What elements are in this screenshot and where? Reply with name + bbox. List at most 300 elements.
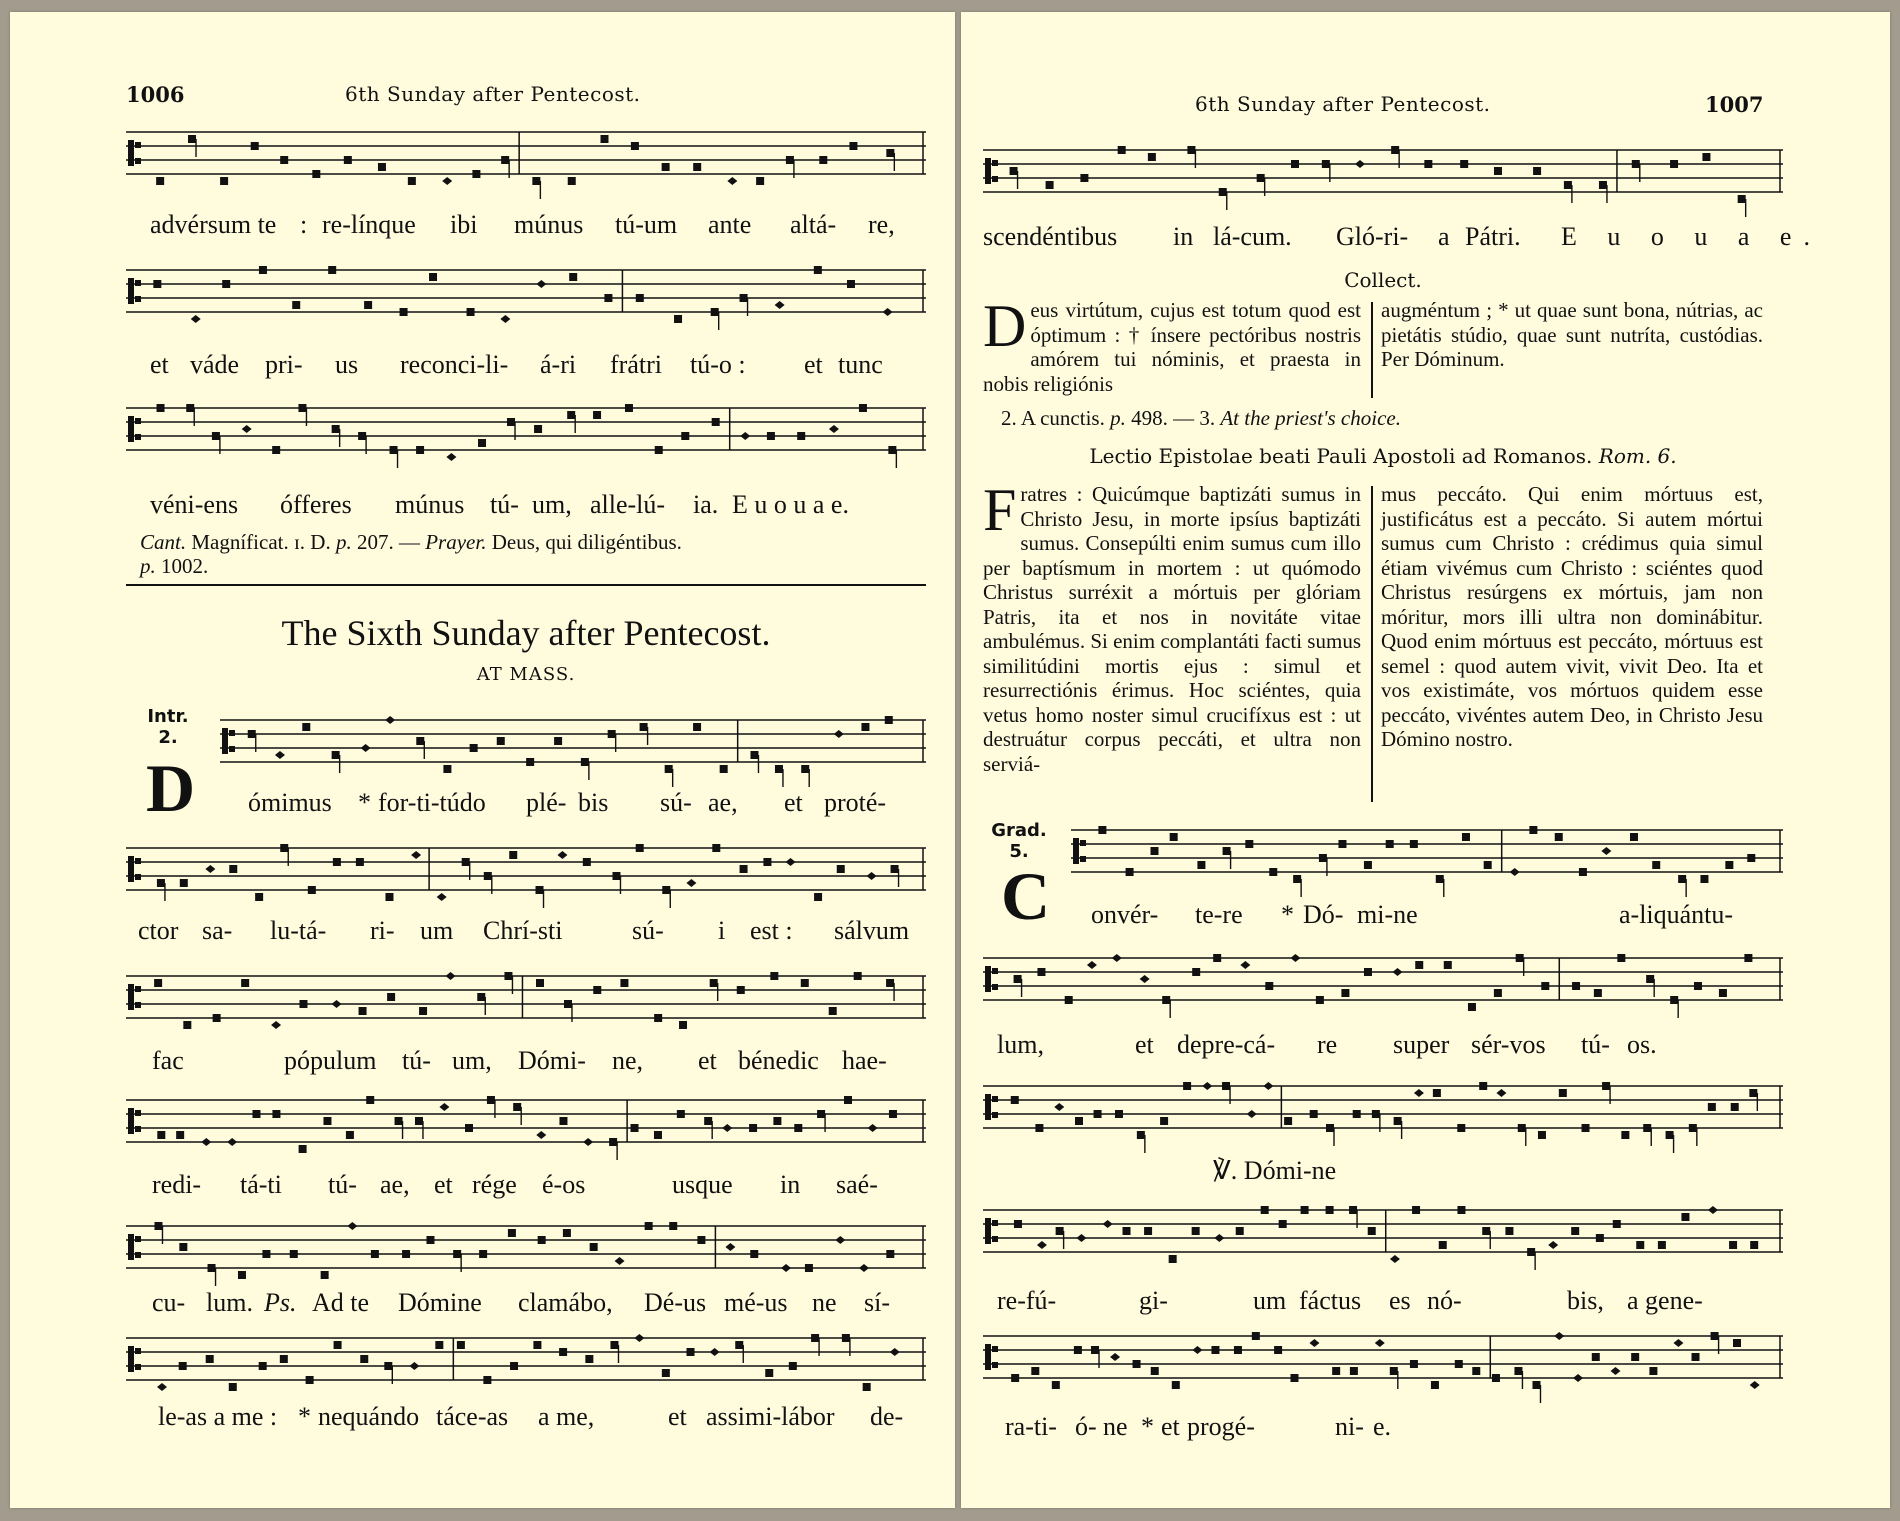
lyric-syllable: tú-o :: [690, 350, 746, 379]
neume: [1510, 868, 1520, 876]
neume: [1564, 181, 1572, 189]
lyric-syllable: re,: [868, 210, 895, 239]
lyric-syllable: sér-vos: [1471, 1030, 1546, 1059]
neume: [1160, 1117, 1168, 1125]
neume: [435, 1341, 443, 1349]
chant-staff: [126, 840, 926, 916]
neume: [1284, 1117, 1292, 1125]
neume: [538, 1236, 546, 1244]
neume: [1617, 954, 1625, 962]
neume: [470, 744, 478, 752]
lyric-syllable: ctor: [138, 916, 179, 945]
neume: [786, 858, 796, 866]
staff-svg: [126, 1330, 926, 1406]
left-page: [10, 12, 955, 1508]
neume: [251, 142, 259, 150]
neume: [1170, 833, 1178, 841]
neume: [385, 716, 395, 724]
neume: [299, 1000, 307, 1008]
neume: [186, 404, 194, 412]
chant-staff: [983, 1328, 1783, 1404]
neume: [600, 135, 608, 143]
neume: [443, 765, 451, 773]
lyric-syllable: depre-cá-: [1177, 1030, 1276, 1059]
lyric-syllable: um,: [452, 1046, 492, 1075]
neume: [811, 1334, 819, 1342]
neume: [814, 893, 822, 901]
lyric-syllable: tú-: [490, 490, 519, 519]
neume: [1518, 1124, 1526, 1132]
neume: [569, 273, 577, 281]
neume: [1681, 1213, 1689, 1221]
clef-mark: [135, 296, 141, 302]
neume: [1031, 1367, 1039, 1375]
staff-svg: [126, 124, 926, 200]
neume: [229, 1383, 237, 1391]
neume: [1372, 1110, 1380, 1118]
lyric-syllable: altá-: [790, 210, 837, 239]
neume: [654, 1131, 662, 1139]
lyric-syllable: pópulum: [284, 1046, 377, 1075]
lyric-syllable: E u o u a e.: [732, 490, 849, 519]
neume: [1290, 1374, 1298, 1382]
lyric-syllable: *: [1281, 900, 1294, 929]
lyric-syllable: i: [718, 916, 726, 945]
neume: [781, 1264, 791, 1272]
neume: [1353, 1110, 1361, 1118]
neume: [387, 993, 395, 1001]
running-title: 6th Sunday after Pentecost.: [1195, 92, 1491, 116]
staff-svg: [126, 400, 926, 476]
neume: [191, 315, 201, 323]
neume: [1505, 1227, 1513, 1235]
neume: [1496, 1089, 1506, 1097]
neume: [817, 1110, 825, 1118]
lyric-syllable: fáctus: [1299, 1286, 1362, 1315]
neume: [844, 1096, 852, 1104]
neume: [483, 1376, 491, 1384]
lyric-syllable: sú-: [660, 788, 692, 817]
lyric-syllable: et: [1161, 1412, 1180, 1441]
neume: [1037, 1241, 1047, 1249]
neume: [1192, 1346, 1202, 1354]
neume: [712, 418, 720, 426]
lyric-syllable: Chrí-sti: [483, 916, 563, 945]
lyric-syllable: assimi-lábor: [706, 1402, 835, 1431]
neume: [704, 1117, 712, 1125]
neume: [620, 979, 628, 987]
neume: [889, 1110, 897, 1118]
neume: [1094, 1110, 1102, 1118]
neume: [1091, 1346, 1099, 1354]
neume: [212, 432, 220, 440]
neume: [1355, 160, 1365, 168]
lyric-syllable: ne: [812, 1288, 837, 1317]
neume: [252, 1110, 260, 1118]
neume: [222, 280, 230, 288]
lyric-syllable: um: [420, 916, 454, 945]
neume: [509, 851, 517, 859]
neume: [290, 1250, 298, 1258]
neume: [1594, 989, 1602, 997]
neume: [636, 294, 644, 302]
neume: [1213, 954, 1221, 962]
neume: [886, 979, 894, 987]
neume: [693, 163, 701, 171]
neume: [1364, 861, 1372, 869]
neume: [1455, 1360, 1463, 1368]
neume: [1527, 1248, 1535, 1256]
clef-mark: [135, 858, 141, 864]
neume: [153, 280, 161, 288]
clef-mark: [135, 1002, 141, 1008]
neume: [356, 858, 364, 866]
lyric-syllable: advérsum te: [150, 210, 277, 239]
neume: [886, 149, 894, 157]
clef-mark: [135, 986, 141, 992]
neume: [536, 280, 546, 288]
neume: [1087, 961, 1097, 969]
lyric-syllable: in: [780, 1170, 801, 1199]
collect-text-col2: augméntum ; * ut quae sunt bona, nútrias, ac pietátis stúdio, quae sunt nutríta, custódias. Per Dóminum.: [1381, 298, 1763, 371]
neume: [583, 1138, 593, 1146]
neume: [563, 1229, 571, 1237]
neume: [334, 1341, 342, 1349]
neume: [437, 893, 447, 901]
neume: [467, 308, 475, 316]
neume: [640, 723, 648, 731]
neume: [786, 156, 794, 164]
neume: [886, 1250, 894, 1258]
neume: [255, 893, 263, 901]
neume: [1140, 975, 1150, 983]
lyric-syllable: scendéntibus: [983, 222, 1118, 251]
neume: [1172, 1381, 1180, 1389]
neume: [1533, 167, 1541, 175]
lyric-syllable: super: [1393, 1030, 1450, 1059]
lyric-syllable: et: [1135, 1030, 1154, 1059]
lyric-syllable: re-fú-: [997, 1286, 1057, 1315]
lyric-syllable: a: [1438, 222, 1450, 251]
gradual-initial: C: [1001, 858, 1051, 934]
neume: [332, 751, 340, 759]
neume: [534, 425, 542, 433]
lyric-syllable: Ad te: [312, 1288, 370, 1317]
neume: [1572, 982, 1580, 990]
staff-svg: [126, 262, 926, 338]
neume: [1643, 1124, 1651, 1132]
neume: [157, 1131, 165, 1139]
lyric-syllable: hae-: [842, 1046, 887, 1075]
neume: [1678, 875, 1686, 883]
neume: [1245, 840, 1253, 848]
clef-mark: [128, 984, 134, 1010]
neume: [1541, 982, 1549, 990]
neume: [457, 1341, 465, 1349]
lyric-syllable: et: [784, 788, 803, 817]
lyric-syllable: Dómi-: [518, 1046, 586, 1075]
clef-mark: [985, 1344, 991, 1370]
neume: [1602, 1082, 1610, 1090]
lyric-syllable: ófferes: [280, 490, 352, 519]
neume: [1689, 1124, 1697, 1132]
neume: [750, 1250, 758, 1258]
lyric-syllable: a gene-: [1627, 1286, 1703, 1315]
lyric-syllable: a-liquántu-: [1619, 900, 1734, 929]
neume: [1601, 847, 1611, 855]
lyric-syllable: reconci-li-: [400, 350, 509, 379]
lyric-syllable: et: [668, 1402, 687, 1431]
neume: [1711, 1332, 1719, 1340]
neume: [801, 765, 809, 773]
clef-mark: [135, 1364, 141, 1370]
neume: [1733, 1339, 1741, 1347]
neume: [867, 872, 877, 880]
neume: [1548, 1241, 1558, 1249]
neume: [1162, 996, 1170, 1004]
neume: [1700, 875, 1708, 883]
neume: [532, 177, 540, 185]
neume: [453, 1250, 461, 1258]
lyric-syllable: rége: [472, 1170, 517, 1199]
clef-mark: [992, 1236, 998, 1242]
neume: [610, 1341, 618, 1349]
neume: [1479, 1082, 1487, 1090]
lyric-syllable: plé-: [526, 788, 567, 817]
neume: [280, 1355, 288, 1363]
neume: [1433, 1089, 1441, 1097]
neume: [645, 1222, 653, 1230]
neume: [1729, 1241, 1737, 1249]
neume: [259, 1362, 267, 1370]
clef-mark: [135, 1252, 141, 1258]
neume: [248, 730, 256, 738]
neume: [1257, 174, 1265, 182]
commemoration-note: 2. A cunctis. p. 498. — 3. At the priest's choice.: [1001, 406, 1401, 430]
lyric-syllable: alle-lú-: [590, 490, 666, 519]
neume: [554, 737, 562, 745]
chant-staff: [983, 1078, 1783, 1154]
neume: [662, 1369, 670, 1377]
neume: [891, 865, 899, 873]
neume: [298, 404, 306, 412]
lyric-syllable: lum,: [997, 1030, 1044, 1059]
lyric-syllable: es: [1389, 1286, 1411, 1315]
clef-mark: [992, 176, 998, 182]
lyric-syllable: for-ti-túdo: [378, 788, 486, 817]
neume: [1738, 195, 1746, 203]
lyric-syllable: múnus: [514, 210, 584, 239]
neume: [1554, 1332, 1564, 1340]
neume: [737, 986, 745, 994]
neume: [427, 1236, 435, 1244]
neume: [429, 273, 437, 281]
lyric-syllable: tú-: [1581, 1030, 1610, 1059]
neume: [1692, 1353, 1700, 1361]
neume: [1011, 1096, 1019, 1104]
neume: [229, 865, 237, 873]
lyric-syllable: clamábo,: [518, 1288, 613, 1317]
chant-staff: [983, 142, 1783, 218]
neume: [1222, 1082, 1230, 1090]
neume: [1394, 1117, 1402, 1125]
page-number: 1007: [1705, 92, 1764, 117]
neume: [1103, 1220, 1113, 1228]
neume: [1670, 996, 1678, 1004]
neume: [1326, 1206, 1334, 1214]
staff-svg: [983, 950, 1783, 1026]
lyric-syllable: re-línque: [322, 210, 416, 239]
neume: [1444, 961, 1452, 969]
neume: [1014, 1220, 1022, 1228]
neume: [1240, 961, 1250, 969]
neume: [1118, 146, 1126, 154]
lyric-syllable: ia.: [693, 490, 719, 519]
neume: [390, 446, 398, 454]
clef-mark: [128, 856, 134, 882]
neume: [536, 886, 544, 894]
lyric-syllable: et: [434, 1170, 453, 1199]
lyric-syllable: et: [698, 1046, 717, 1075]
neume: [157, 404, 165, 412]
lyric-syllable: ℣. Dómi-ne: [1213, 1156, 1337, 1185]
neume: [1529, 826, 1537, 834]
clef-mark: [992, 1220, 998, 1226]
neume: [385, 893, 393, 901]
lyric-syllable: bis: [578, 788, 609, 817]
epistle-text-col2: mus peccáto. Qui enim mórtuus est, justificátus est a peccáto. Si autem mórtui sumus cum Christo : crédimus quia simul étiam vivémus cum Christo : sciéntes quod Christus resúrgens ex mórtuis, jam non móritur, mors illi ultra non dominábitur. Quod enim mórtuus est peccáto, mórtuus est semel : quod autem vivit, vivit Deo. Ita et vos existimáte, vos mórtuos quidem esse peccáto, vivéntes autem Deo, in Christo Jesu Dómino nostro.: [1381, 482, 1763, 751]
neume: [526, 758, 534, 766]
staff-svg: [983, 1202, 1783, 1278]
neume: [1375, 1339, 1385, 1347]
neume: [1290, 954, 1300, 962]
clef-mark: [1080, 840, 1086, 846]
neume: [1386, 840, 1394, 848]
clef-mark: [135, 158, 141, 164]
clef-mark: [135, 1126, 141, 1132]
neume: [154, 979, 162, 987]
neume: [1219, 188, 1227, 196]
lyric-syllable: pri-: [265, 350, 303, 379]
neume: [1390, 1367, 1398, 1375]
neume: [557, 851, 567, 859]
running-title: 6th Sunday after Pentecost.: [345, 82, 641, 106]
neume: [1291, 160, 1299, 168]
lyric-syllable: á-ri: [540, 350, 577, 379]
staff-svg: [983, 142, 1783, 218]
collect-heading: Collect.: [1344, 268, 1422, 292]
neume: [1037, 968, 1045, 976]
neume: [797, 432, 805, 440]
lyric-syllable: proté-: [824, 788, 887, 817]
neume: [1555, 833, 1563, 841]
neume: [510, 1362, 518, 1370]
neume: [416, 737, 424, 745]
clef-mark: [229, 746, 235, 752]
neume: [1080, 174, 1088, 182]
neume: [1457, 1206, 1465, 1214]
neume: [861, 723, 869, 731]
clef-mark: [992, 984, 998, 990]
neume: [416, 446, 424, 454]
introit-label: Intr. 2.: [147, 706, 189, 748]
neume: [302, 723, 310, 731]
neume: [1571, 1227, 1579, 1235]
neume: [1694, 982, 1702, 990]
neume: [1137, 1131, 1145, 1139]
collect-initial: D: [983, 293, 1027, 359]
neume: [308, 886, 316, 894]
neume: [665, 765, 673, 773]
neume: [1341, 989, 1349, 997]
neume: [1144, 1227, 1152, 1235]
clef-mark: [992, 1346, 998, 1352]
lyric-syllable: cu-: [152, 1288, 186, 1317]
lyric-syllable: *: [1141, 1412, 1154, 1441]
chant-staff: [1071, 822, 1783, 898]
neume: [1112, 954, 1122, 962]
neume: [188, 135, 196, 143]
lyric-syllable: nequándo: [318, 1402, 420, 1431]
neume: [208, 1264, 216, 1272]
clef-mark: [992, 160, 998, 166]
lyric-syllable: ne: [1103, 1412, 1128, 1441]
neume: [411, 851, 421, 859]
neume: [1187, 146, 1195, 154]
lyric-syllable: et: [150, 350, 169, 379]
clef-mark: [135, 280, 141, 286]
neume: [712, 844, 720, 852]
neume: [312, 170, 320, 178]
neume: [205, 865, 215, 873]
neume: [1074, 1346, 1082, 1354]
neume: [1110, 1353, 1120, 1361]
clef-mark: [992, 1362, 998, 1368]
lyric-syllable: Dómine: [398, 1288, 482, 1317]
neume: [1646, 975, 1654, 983]
neume: [321, 1271, 329, 1279]
feast-title: The Sixth Sunday after Pentecost.: [281, 613, 771, 653]
neume: [1410, 840, 1418, 848]
neume: [765, 1369, 773, 1377]
neume: [1630, 833, 1638, 841]
lyric-syllable: saé-: [836, 1170, 878, 1199]
lyric-syllable: tá-ti: [240, 1170, 282, 1199]
lyric-syllable: re: [1317, 1030, 1338, 1059]
neume: [842, 1334, 850, 1342]
neume: [332, 1000, 342, 1008]
neume: [1148, 153, 1156, 161]
lyric-syllable: tú-: [402, 1046, 431, 1075]
staff-svg: [983, 1078, 1783, 1154]
lyric-syllable: le-as a me :: [158, 1402, 278, 1431]
neume: [740, 294, 748, 302]
lyric-syllable: um,: [532, 490, 572, 519]
neume: [604, 294, 612, 302]
neume: [1424, 160, 1432, 168]
neume: [1014, 975, 1022, 983]
neume: [419, 1007, 427, 1015]
neume: [814, 266, 822, 274]
neume: [487, 1096, 495, 1104]
neume: [740, 865, 748, 873]
neume: [507, 418, 515, 426]
lyric-syllable: lu-tá-: [270, 916, 327, 945]
neume: [583, 858, 591, 866]
neume: [409, 1362, 419, 1370]
neume: [859, 404, 867, 412]
neume: [272, 446, 280, 454]
